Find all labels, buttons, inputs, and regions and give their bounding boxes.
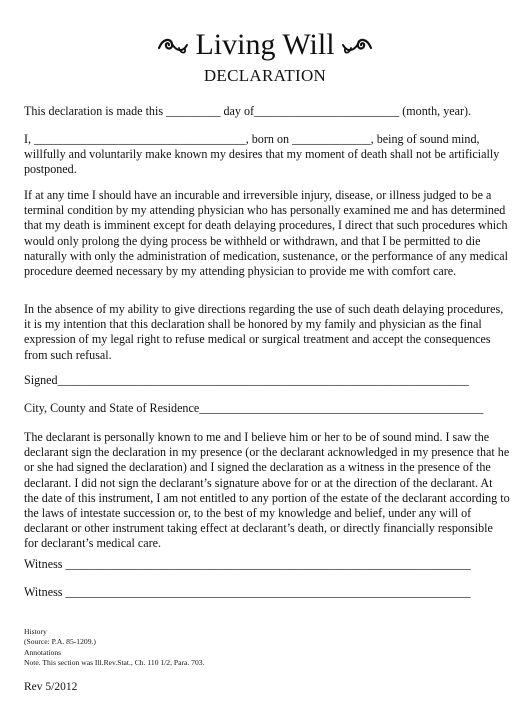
signature-line: Signed____________________________________________________________________ [24,373,469,387]
scroll-ornament-right-icon [341,34,373,56]
absence-of-directions-paragraph: In the absence of my ability to give directions regarding the use of such death delaying procedures, it is my intention that this declaration shall be honored by my family and physician as the final expression of my legal right to refuse medical or surgical treatment and accept the consequences from such refusal. [24,302,504,362]
witness-line-2: Witness ___________________________________________________________________ [24,585,471,599]
revision-label: Rev 5/2012 [24,681,78,693]
scroll-ornament-left-icon [157,34,189,56]
witness-attestation-paragraph: The declarant is personally known to me and I believe him or her to be of sound mind. I saw the declarant sign the declaration in my presence (or the declarant acknowledged in my presence that he or she had signed the declaration) and I signed the declaration as a witness in the presence of the declarant. I did not sign the declarant’s signature above for or at the direction of the declarant. At the date of this instrument, I am not entitled to any portion of the estate of the declarant according to the laws of intestate succession or, to the best of my knowledge and belief, under any will of declarant or other instrument taking effect at declarant’s death, or directly financially responsible for declarant’s medical care. [24,430,510,551]
title-row [0,26,530,64]
terminal-condition-paragraph: If at any time I should have an incurable and irreversible injury, disease, or illness judged to be a terminal condition by my attending physician who has personally examined me and has determined that my death is imminent except for death delaying procedures, I direct that such procedures which would only prolong the dying process be withheld or withdrawn, and that I be permitted to die naturally with only the administration of medication, sustenance, or the performance of any medical procedure deemed necessary by my attending physician to provide me with comfort care. [24,188,508,279]
history-notes [24,627,204,668]
history-source: (Source: P.A. 85-1209.) [24,637,96,647]
residence-line: City, County and State of Residence_______________________________________________ [24,401,484,415]
history-label: History [24,627,47,636]
document-subtitle: DECLARATION [203,66,327,85]
statute-note: Note. This section was Ill.Rev.Stat., Ch. 110 1/2, Para. 703. [24,657,205,667]
witness-line-1: Witness ___________________________________________________________________ [24,557,471,571]
document-title: Living Will [195,28,335,61]
declarant-intro-paragraph: I, ___________________________________, born on _____________, being of sound mind, willfully and voluntarily make known my desires that my moment of death shall not be artificially postponed. [24,132,500,177]
annotations-label: Annotations [24,647,62,657]
declaration-date-line: This declaration is made this _________ day of________________________ (month, year). [24,104,472,118]
